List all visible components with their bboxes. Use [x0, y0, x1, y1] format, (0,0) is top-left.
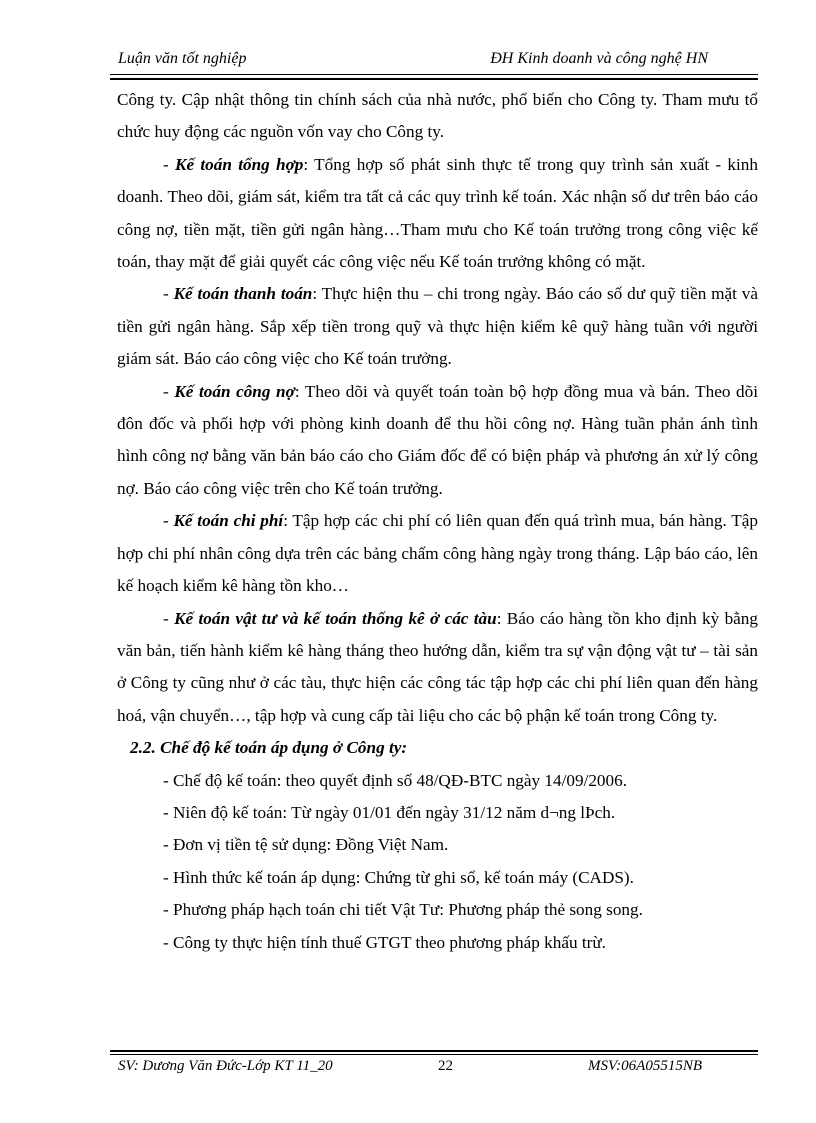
paragraph-label: Kế toán thanh toán	[173, 284, 313, 304]
page-body	[117, 84, 758, 959]
paragraph-text: : Thực hiện thu – chi trong ngày. Báo cáo số dư quỹ tiền mặt và tiền gửi ngân hàng. Sắp xếp tiền trong quỹ và thực hiện kiểm kê quỹ hàng tuần với người giám sát. Báo cáo công việc cho Kế toán trưởng.	[117, 284, 759, 369]
list-item: - Công ty thực hiện tính thuế GTGT theo phương pháp khấu trừ.	[163, 932, 606, 952]
list-item: - Chế độ kế toán: theo quyết định số 48/QĐ-BTC ngày 14/09/2006.	[163, 770, 628, 790]
list-item: - Hình thức kế toán áp dụng: Chứng từ ghi sổ, kế toán máy (CADS).	[163, 867, 634, 887]
list-item: - Phương pháp hạch toán chi tiết Vật Tư: Phương pháp thẻ song song.	[163, 900, 643, 920]
page-footer	[110, 1056, 758, 1080]
paragraph-label: Kế toán công nợ	[174, 381, 295, 401]
footer-rule	[110, 1050, 758, 1055]
paragraph-label: Kế toán chi phí	[173, 511, 284, 531]
paragraph-text: : Theo dõi và quyết toán toàn bộ hợp đồng mua và bán. Theo dõi đôn đốc và phối hợp với phòng kinh doanh để thu hồi công nợ. Hàng tuần phản ánh tình hình công nợ bằng văn bản báo cáo cho Giám đốc để có biện pháp và phương án xử lý công nợ. Báo cáo công việc trên cho Kế toán trưởng.	[117, 381, 758, 498]
paragraph-text: : Tập hợp các chi phí có liên quan đến quá trình mua, bán hàng. Tập hợp chi phí nhân công dựa trên các bảng chấm công hàng ngày trong tháng. Lập báo cáo, lên kế hoạch kiểm kê hàng tồn kho…	[117, 511, 758, 596]
paragraph-ke-toan-thanh-toan: - Kế toán thanh toán: Thực hiện thu – chi trong ngày. Báo cáo số dư quỹ tiền mặt và tiền gửi ngân hàng. Sắp xếp tiền trong quỹ và thực hiện kiểm kê quỹ hàng tuần với người giám sát. Báo cáo công việc cho Kế toán trưởng.	[117, 284, 759, 369]
paragraph-text: : Tổng hợp số phát sinh thực tế trong quy trình sản xuất - kinh doanh. Theo dõi, giám sát, kiểm tra tất cả các quy trình kế toán. Xác nhận số dư trên báo cáo công nợ, tiền mặt, tiền gửi ngân hàng…Tham mưu cho Kế toán trưởng trong công việc kế toán, thay mặt để giải quyết các công việc nếu Kế toán trưởng không có mặt.	[117, 154, 758, 272]
footer-student: SV: Dương Văn Đức-Lớp KT 11_20	[118, 1058, 333, 1074]
paragraph-ke-toan-tong-hop: - Kế toán tổng hợp: Tổng hợp số phát sinh thực tế trong quy trình sản xuất - kinh doanh. Theo dõi, giám sát, kiểm tra tất cả các quy trình kế toán. Xác nhận số dư trên báo cáo công nợ, tiền mặt, tiền gửi ngân hàng…Tham mưu cho Kế toán trưởng trong công việc kế toán, thay mặt để giải quyết các công việc nếu Kế toán trưởng không có mặt.	[117, 154, 758, 272]
list-item: - Niên độ kế toán: Từ ngày 01/01 đến ngày 31/12 năm d¬ng lÞch.	[163, 802, 616, 822]
section-heading: 2.2. Chế độ kế toán áp dụng ở Công ty:	[130, 738, 408, 758]
intro-paragraph: Công ty. Cập nhật thông tin chính sách của nhà nước, phổ biến cho Công ty. Tham mưu tổ chức huy động các nguồn vốn vay cho Công ty.	[117, 90, 758, 142]
paragraph-ke-toan-vat-tu: - Kế toán vật tư và kế toán thống kê ở các tàu: Báo cáo hàng tồn kho định kỳ bằng văn bản, tiến hành kiểm kê hàng tháng theo hướng dẫn, kiểm tra sự vận động vật tư – tài sản ở Công ty cũng như ở các tàu, thực hiện các công tác tập hợp các chi phí liên quan đến hàng hoá, vận chuyển…, tập hợp và cung cấp tài liệu cho các bộ phận kế toán trong Công ty.	[117, 608, 758, 725]
paragraph-ke-toan-cong-no: - Kế toán công nợ: Theo dõi và quyết toán toàn bộ hợp đồng mua và bán. Theo dõi đôn đốc và phối hợp với phòng kinh doanh để thu hồi công nợ. Hàng tuần phản ánh tình hình công nợ bằng văn bản báo cáo cho Giám đốc để có biện pháp và phương án xử lý công nợ. Báo cáo công việc trên cho Kế toán trưởng.	[117, 381, 758, 498]
paragraph-ke-toan-chi-phi: - Kế toán chi phí: Tập hợp các chi phí có liên quan đến quá trình mua, bán hàng. Tập hợp chi phí nhân công dựa trên các bảng chấm công hàng ngày trong tháng. Lập báo cáo, lên kế hoạch kiểm kê hàng tồn kho…	[117, 511, 758, 596]
page-number: 22	[438, 1058, 453, 1074]
header-rule	[110, 74, 758, 80]
page-header	[110, 46, 758, 72]
header-thesis-label: Luận văn tốt nghiệp	[118, 50, 247, 67]
paragraph-label: Kế toán vật tư và kế toán thống kê ở các tàu	[174, 608, 497, 628]
paragraph-text: : Báo cáo hàng tồn kho định kỳ bằng văn bản, tiến hành kiểm kê hàng tháng theo hướng dẫn, kiểm tra sự vận động vật tư – tài sản ở Công ty cũng như ở các tàu, thực hiện các công tác tập hợp các chi phí liên quan đến hàng hoá, vận chuyển…, tập hợp và cung cấp tài liệu cho các bộ phận kế toán trong Công ty.	[117, 608, 758, 725]
header-university-label: ĐH Kinh doanh và công nghệ HN	[490, 50, 708, 67]
paragraph-label: Kế toán tổng hợp	[175, 154, 304, 174]
footer-student-id: MSV:06A05515NB	[587, 1058, 702, 1074]
list-item: - Đơn vị tiền tệ sử dụng: Đồng Việt Nam.	[163, 835, 449, 855]
